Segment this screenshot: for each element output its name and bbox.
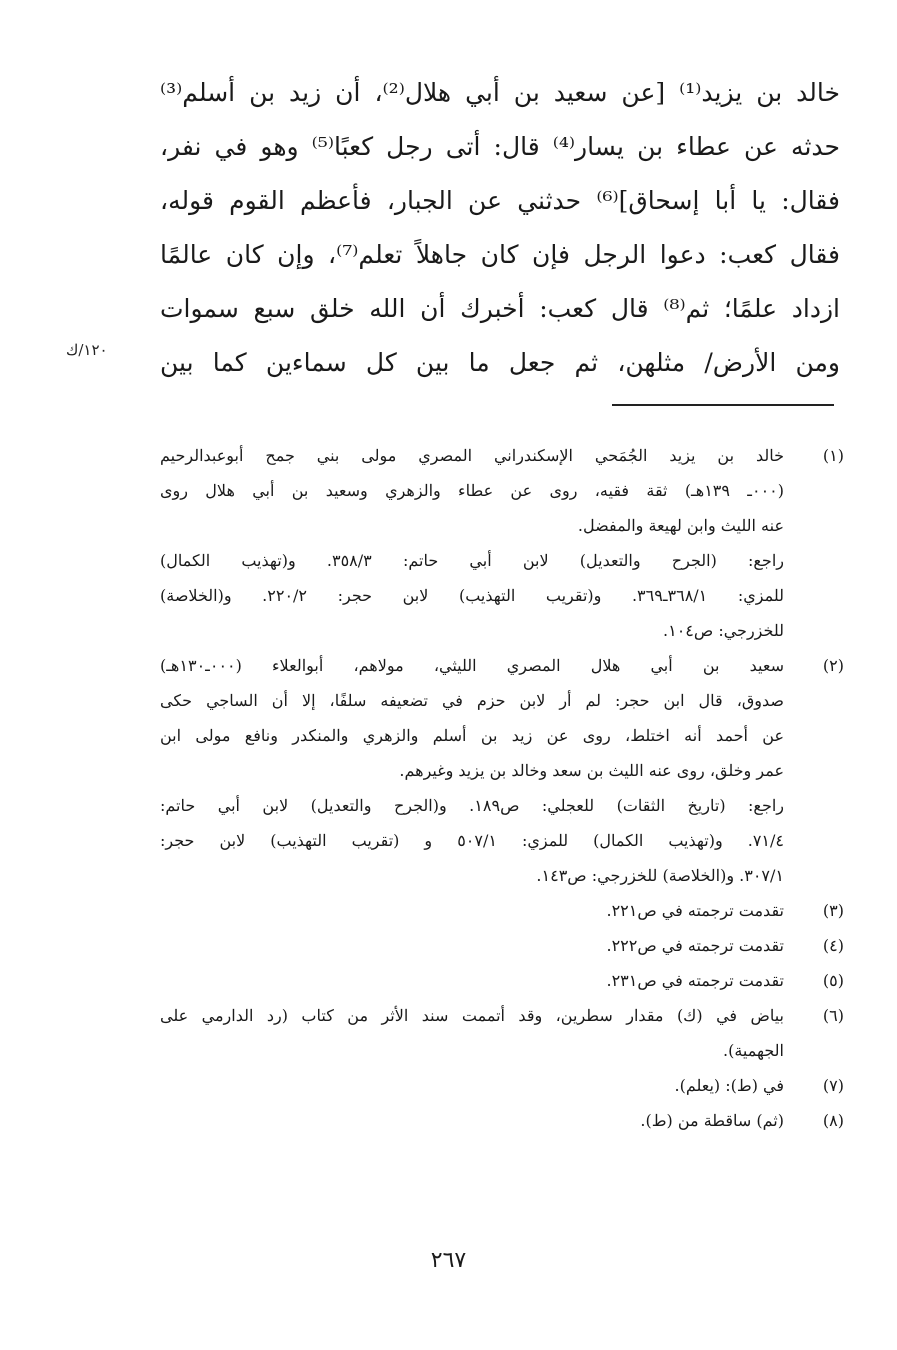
main-text-line: ومن الأرض/ مثلهن، ثم جعل ما بين كل سماءين كما بين: [160, 348, 840, 377]
footnote-line: تقدمت ترجمته في ص٢٣١.: [606, 971, 784, 990]
main-text-line: ازداد علمًا؛ ثم⁽⁸⁾ قال كعب: أخبرك أن الله خلق سبع سموات: [160, 294, 840, 323]
footnote-line: راجع: (الجرح والتعديل) لابن أبي حاتم: ٣٥٨/٣. و(تهذيب الكمال): [160, 551, 784, 570]
footnote-2: [160, 648, 844, 893]
footnote-number: (٢): [822, 656, 844, 675]
footnote-3: [160, 893, 844, 928]
footnote-line: الجهمية).: [722, 1041, 784, 1060]
footnote-8: [160, 1103, 844, 1138]
footnote-line: (٠٠٠ـ ١٣٩هـ) ثقة فقيه، روى عن عطاء والزهري وسعيد بن أبي هلال روى: [160, 481, 784, 500]
footnote-line: عن أحمد أنه اختلط، روى عن زيد بن أسلم والزهري والمنكدر ونافع مولى ابن: [160, 726, 784, 745]
margin-note: ١٢٠/ك: [66, 341, 108, 359]
footnote-7: [160, 1068, 844, 1103]
main-text: [160, 66, 840, 390]
main-text-line: حدثه عن عطاء بن يسار⁽⁴⁾ قال: أتى رجل كعبًا⁽⁵⁾ وهو في نفر،: [160, 132, 840, 161]
footnote-line: سعيد بن أبي هلال المصري الليثي، مولاهم، أبوالعلاء (٠٠٠ـ١٣٠هـ): [160, 656, 784, 675]
main-text-line: خالد بن يزيد⁽¹⁾ [عن سعيد بن أبي هلال⁽²⁾، أن زيد بن أسلم⁽³⁾: [160, 78, 840, 107]
footnote-line: تقدمت ترجمته في ص٢٢٢.: [606, 936, 784, 955]
footnotes: [160, 438, 844, 1138]
footnote-line: تقدمت ترجمته في ص٢٢١.: [606, 901, 784, 920]
footnote-number: (٤): [822, 936, 844, 955]
footnote-line: صدوق، قال ابن حجر: لم أر لابن حزم في تضعيفه سلفًا، إلا أن الساجي حكى: [160, 691, 784, 710]
footnote-5: [160, 963, 844, 998]
footnote-number: (٣): [822, 901, 844, 920]
footnote-line: عنه الليث وابن لهيعة والمفضل.: [577, 516, 784, 535]
page-number: ٢٦٧: [430, 1248, 467, 1273]
footnote-number: (٥): [822, 971, 844, 990]
footnote-separator: [612, 404, 834, 406]
footnote-line: عمر وخلق، روى عنه الليث بن سعد وخالد بن يزيد وغيرهم.: [399, 761, 784, 780]
main-text-line: فقال كعب: دعوا الرجل فإن كان جاهلاً تعلم⁽⁷⁾، وإن كان عالمًا: [160, 240, 840, 269]
footnote-line: (ثم) ساقطة من (ط).: [640, 1111, 784, 1130]
footnote-number: (١): [822, 446, 844, 465]
footnote-line: للمزي: ٣٦٨/١ـ٣٦٩. و(تقريب التهذيب) لابن حجر: ٢٢٠/٢. و(الخلاصة): [160, 586, 784, 605]
footnote-4: [160, 928, 844, 963]
footnote-number: (٦): [822, 1006, 844, 1025]
footnote-line: راجع: (تاريخ الثقات) للعجلي: ص١٨٩. و(الجرح والتعديل) لابن أبي حاتم:: [160, 796, 784, 815]
footnote-number: (٧): [822, 1076, 844, 1095]
footnote-6: [160, 998, 844, 1068]
main-text-line: فقال: يا أبا إسحاق]⁽⁶⁾ حدثني عن الجبار، فأعظم القوم قوله،: [160, 186, 840, 215]
footnote-line: للخزرجي: ص١٠٤.: [663, 621, 784, 640]
footnote-line: في (ط): (يعلم).: [674, 1076, 784, 1095]
footnote-line: خالد بن يزيد الجُمَحي الإسكندراني المصري مولى بني جمح أبوعبدالرحيم: [160, 446, 784, 465]
footnote-number: (٨): [822, 1111, 844, 1130]
footnote-line: ٣٠٧/١. و(الخلاصة) للخزرجي: ص١٤٣.: [536, 866, 784, 885]
footnote-line: بياض في (ك) مقدار سطرين، وقد أتممت سند الأثر من كتاب (رد الدارمي على: [160, 1006, 784, 1025]
footnote-line: ٧١/٤. و(تهذيب الكمال) للمزي: ٥٠٧/١ و (تقريب التهذيب) لابن حجر:: [160, 831, 784, 850]
footnote-1: [160, 438, 844, 648]
